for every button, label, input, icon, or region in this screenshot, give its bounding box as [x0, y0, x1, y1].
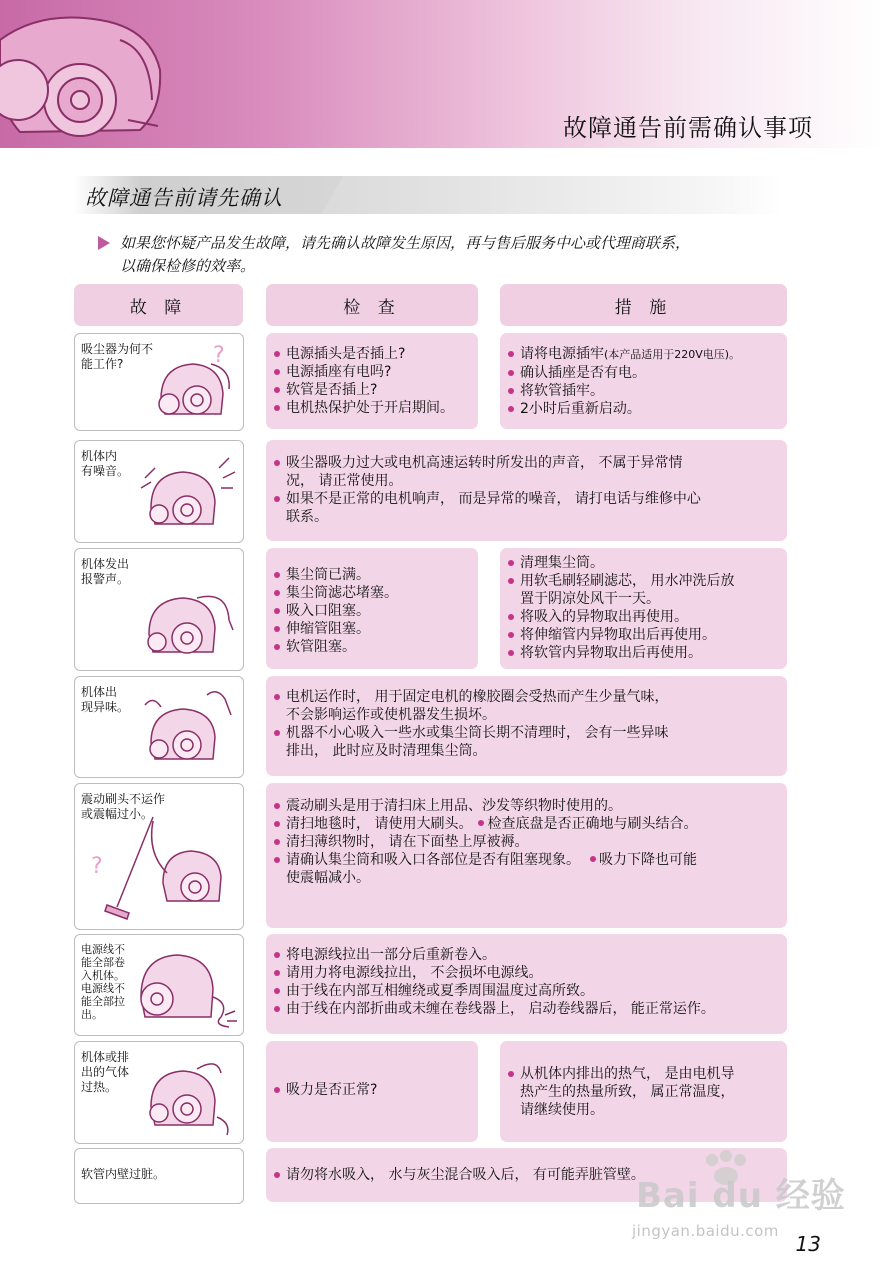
fault-label: 机体或排 出的气体 过热。 — [81, 1050, 130, 1094]
vacuum-heat-icon — [137, 1047, 237, 1137]
fault-cell — [74, 676, 244, 778]
fault-cell — [74, 783, 244, 930]
page-number: 13 — [795, 1232, 821, 1256]
fault-label: 机体出 现异味。 — [81, 685, 130, 714]
arrow-right-icon — [98, 236, 110, 250]
watermark-brand: Bai du 经验 — [636, 1176, 846, 1216]
fault-label: 吸尘器为何不 能工作? — [81, 342, 154, 371]
svg-text:?: ? — [91, 854, 103, 879]
column-header-check: 检 查 — [266, 284, 478, 326]
check-cell: 集尘筒已满。 集尘筒滤芯堵塞。 吸入口阻塞。 伸缩管阻塞。 软管阻塞。 — [266, 548, 478, 669]
vacuum-alarm-icon — [137, 570, 237, 664]
merged-cell: 电机运作时， 用于固定电机的橡胶圈会受热而产生少量气味， 不会影响运作或使机器发生损坏。 机器不小心吸入一些水或集尘筒长期不清理时， 会有一些异味 排出， 此时应及时清理集尘筒。 — [266, 676, 787, 776]
measure-cell: 请将电源插牢(本产品适用于220V电压)。 确认插座是否有电。 将软管插牢。 2小时后重新启动。 — [500, 333, 787, 429]
vacuum-brush-icon — [87, 813, 237, 923]
page-title: 故障通告前需确认事项 — [563, 114, 813, 142]
fault-label: 电源线不 能全部卷 入机体。 电源线不 能全部拉 出。 — [81, 943, 125, 1021]
section-title: 故障通告前请先确认 — [85, 186, 283, 210]
fault-label: 软管内壁过脏。 — [81, 1167, 166, 1181]
watermark-url: jingyan.baidu.com — [632, 1222, 779, 1240]
check-cell: 吸力是否正常? — [266, 1041, 478, 1142]
vacuum-question-icon — [151, 344, 237, 424]
vacuum-cord-icon — [133, 937, 237, 1029]
column-header-fault: 故 障 — [74, 284, 243, 326]
svg-text:?: ? — [213, 344, 225, 368]
vacuum-noise-icon — [137, 448, 237, 536]
fault-label: 震动刷头不运作 或震幅过小。 — [81, 792, 166, 821]
fault-label: 机体发出 报警声。 — [81, 557, 130, 586]
merged-cell: 震动刷头是用于清扫床上用品、沙发等织物时使用的。 清扫地毯时， 请使用大刷头。 检查底盘是否正确地与刷头结合。 清扫薄织物时， 请在下面垫上厚被褥。 请确认集尘筒和吸入口各部位是否有阻塞现象。 吸力下降也可能 使震幅减小。 — [266, 783, 787, 928]
section-title-bar — [73, 176, 785, 214]
fault-cell — [74, 934, 244, 1036]
check-cell: 电源插头是否插上? 电源插座有电吗? 软管是否插上? 电机热保护处于开启期间。 — [266, 333, 478, 429]
fault-cell — [74, 333, 244, 431]
intro-text: 如果您怀疑产品发生故障，请先确认故障发生原因，再与售后服务中心或代理商联系， 以确保检修的效率。 — [120, 234, 691, 275]
fault-cell — [74, 548, 244, 671]
fault-cell — [74, 440, 244, 543]
vacuum-odor-icon — [137, 685, 237, 771]
merged-cell: 吸尘器吸力过大或电机高速运转时所发出的声音， 不属于异常情 况， 请正常使用。 如果不是正常的电机响声， 而是异常的噪音， 请打电话与维修中心 联系。 — [266, 440, 787, 541]
column-header-measure: 措 施 — [500, 284, 787, 326]
merged-cell: 请勿将水吸入， 水与灰尘混合吸入后， 有可能弄脏管壁。 — [266, 1148, 787, 1202]
merged-cell: 将电源线拉出一部分后重新卷入。 请用力将电源线拉出， 不会损坏电源线。 由于线在内部互相缠绕或夏季周围温度过高所致。 由于线在内部折曲或未缠在卷线器上， 启动卷线器后， 能正常运作。 — [266, 934, 787, 1034]
vacuum-illustration-icon — [0, 0, 165, 148]
fault-cell — [74, 1041, 244, 1144]
fault-label: 机体内 有噪音。 — [81, 449, 130, 478]
measure-cell: 清理集尘筒。 用软毛刷轻刷滤芯， 用水冲洗后放 置于阴凉处风干一天。 将吸入的异物取出再使用。 将伸缩管内异物取出后再使用。 将软管内异物取出后再使用。 — [500, 548, 787, 669]
measure-cell: 从机体内排出的热气， 是由电机导 热产生的热量所致， 属正常温度， 请继续使用。 — [500, 1041, 787, 1142]
fault-cell — [74, 1148, 244, 1204]
